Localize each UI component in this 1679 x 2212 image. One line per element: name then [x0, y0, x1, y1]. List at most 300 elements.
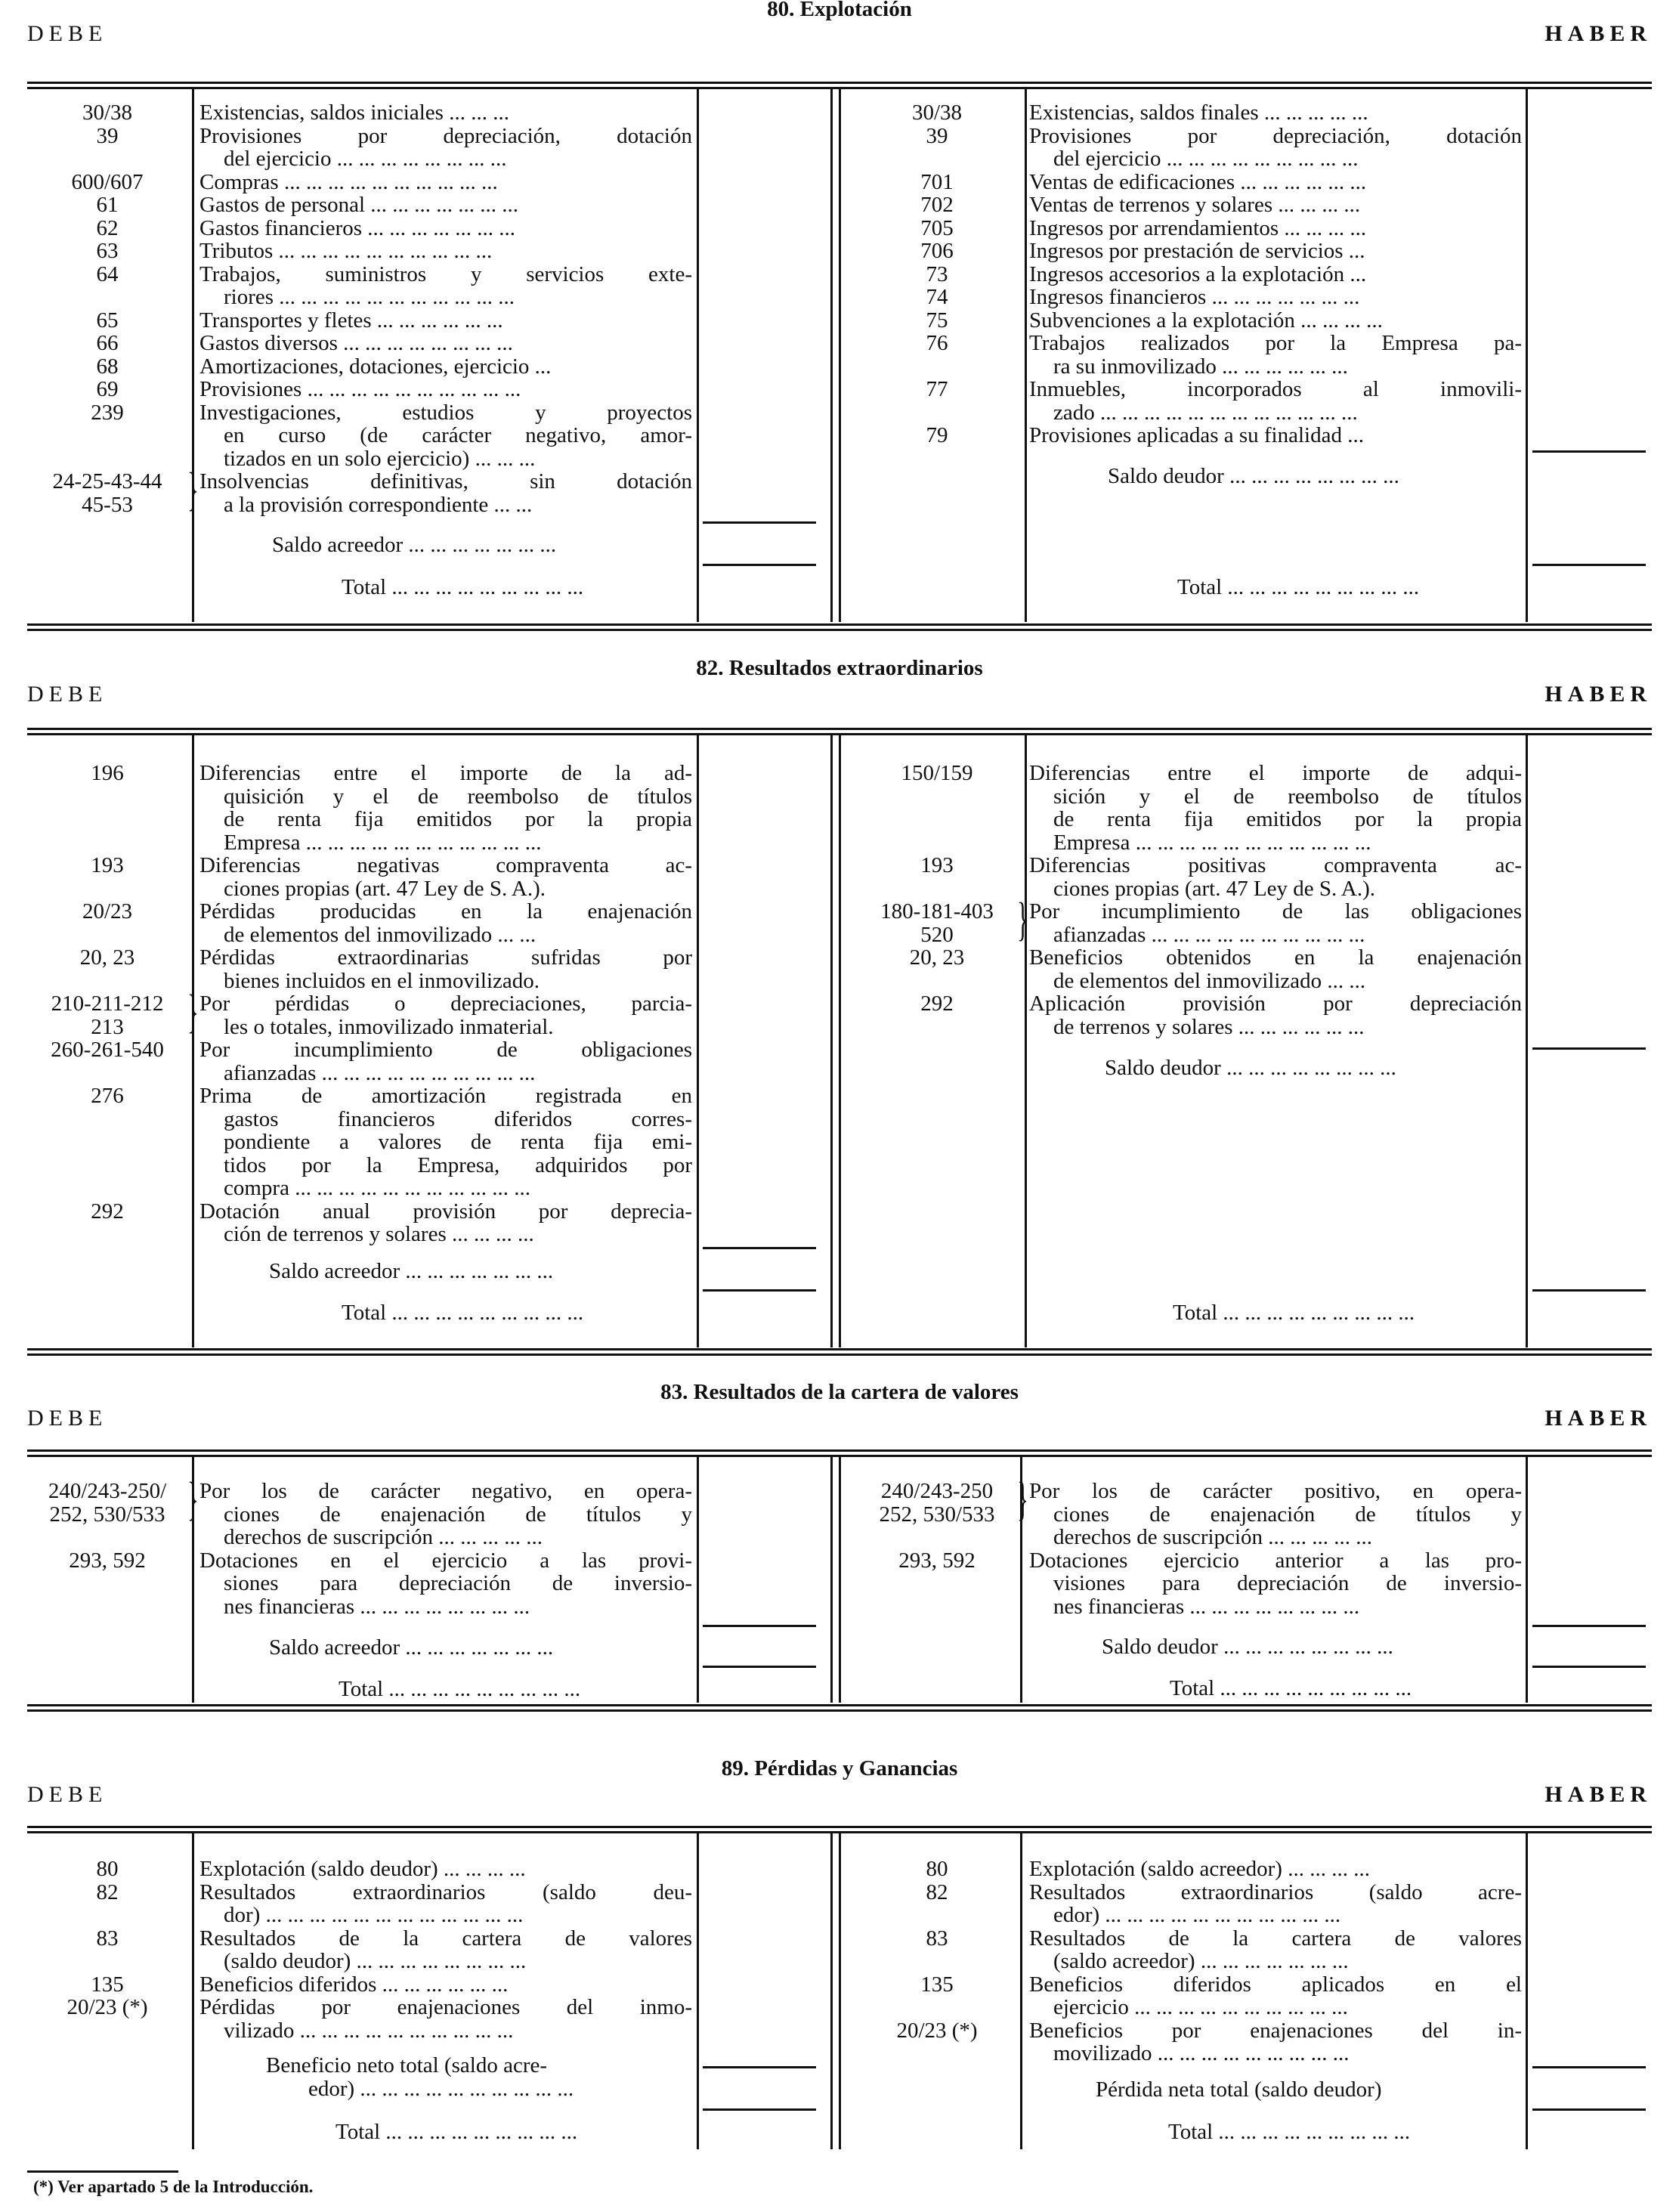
description-line: Empresa ... ... ... ... ... ... ... ... ... ... ...: [1053, 830, 1371, 855]
account-code: 39: [926, 123, 948, 148]
description-line: del ejercicio ... ... ... ... ... ... ... ... ...: [1053, 147, 1359, 171]
account-description: [199, 171, 692, 194]
brace-glyph: }: [187, 1474, 199, 1525]
account-row: [27, 464, 692, 517]
account-description: [1029, 900, 1522, 946]
account-row: [857, 762, 1522, 854]
saldo-line: Saldo deudor ... ... ... ... ... ... ... ...: [1102, 1635, 1393, 1659]
account-row: [857, 125, 1522, 171]
account-code: 292: [91, 1199, 124, 1224]
description-line: Ingresos por arrendamientos ... ... ... ...: [1029, 215, 1367, 240]
description-line: Diferencias entre el importe de adqui-: [1029, 761, 1522, 785]
account-description: [1029, 1973, 1522, 2019]
section-title: 89. Pérdidas y Ganancias: [721, 1756, 958, 1780]
account-description: [199, 1973, 692, 1997]
debe-saldo: [266, 2054, 574, 2101]
account-code: 79: [926, 423, 948, 447]
debe-entries: [27, 1858, 692, 2042]
account-description: [199, 900, 692, 946]
account-description: [199, 946, 692, 992]
description-line: de elementos del inmovilizado ... ...: [224, 922, 536, 947]
account-row: [857, 378, 1522, 424]
account-description: [1029, 854, 1522, 900]
account-code: 66: [96, 331, 119, 355]
saldo-line: Beneficio neto total (saldo acre-: [266, 2053, 548, 2077]
account-code: 260-261-540: [51, 1038, 164, 1062]
description-line: Tributos ... ... ... ... ... ... ... ... ... ...: [199, 239, 493, 263]
debe-total: [335, 2121, 577, 2144]
description-line: pondiente a valores de renta fija emi-: [224, 1130, 692, 1154]
debe-total: [342, 1301, 583, 1325]
debe-label: DEBE: [27, 1406, 108, 1431]
description-line: zado ... ... ... ... ... ... ... ... ... ... ... ...: [1053, 400, 1358, 425]
account-row: [857, 309, 1522, 333]
description-line: de elementos del inmovilizado ... ...: [1053, 968, 1366, 993]
description-line: Dotaciones ejercicio anterior a las pro-: [1029, 1548, 1522, 1573]
description-line: derechos de suscripción ... ... ... ... ...: [1053, 1525, 1373, 1549]
haber-entries: [857, 762, 1522, 1038]
account-row: [857, 193, 1522, 217]
haber-saldo: [1096, 2078, 1382, 2102]
debe-entries: [27, 101, 692, 516]
account-row: [27, 263, 692, 309]
account-code: 65: [96, 308, 119, 333]
account-row: [27, 986, 692, 1039]
account-description: [199, 240, 692, 263]
description-line: vilizado ... ... ... ... ... ... ... ... ... ...: [224, 2018, 514, 2043]
account-description: [1029, 332, 1522, 378]
description-line: visiones para depreciación de inversio-: [1053, 1571, 1522, 1595]
haber-entries: [857, 1474, 1522, 1619]
account-description: [199, 332, 692, 355]
description-line: sición y el de reembolso de títulos: [1053, 784, 1522, 809]
account-code: 705: [920, 215, 954, 240]
account-description: [1029, 171, 1522, 194]
top-rule: [27, 82, 1652, 89]
account-description: [1029, 309, 1522, 333]
account-description: [1029, 1881, 1522, 1927]
description-line: derechos de suscripción ... ... ... ... ...: [224, 1525, 543, 1549]
description-line: Dotación anual provisión por deprecia-: [199, 1199, 692, 1224]
saldo-line: edor) ... ... ... ... ... ... ... ... ... ...: [308, 2077, 574, 2101]
account-row: [857, 424, 1522, 447]
description-line: Explotación (saldo deudor) ... ... ... ...: [199, 1857, 526, 1881]
account-code: 193: [920, 853, 954, 877]
account-description: [1029, 762, 1522, 854]
top-rule: [27, 1826, 1652, 1833]
saldo-line: Saldo acreedor ... ... ... ... ... ... ...: [272, 533, 557, 557]
account-row: [857, 946, 1522, 992]
description-line: Ventas de terrenos y solares ... ... ... ...: [1029, 193, 1361, 217]
haber-label: HABER: [1544, 21, 1652, 46]
account-row: [27, 1973, 692, 1997]
account-description: [199, 193, 692, 217]
section-title: 80. Explotación: [767, 0, 912, 21]
account-row: [857, 1474, 1522, 1549]
account-code: 82: [926, 1879, 948, 1904]
description-line: Diferencias entre el importe de la ad-: [199, 761, 692, 785]
description-line: Por pérdidas o depreciaciones, parcia-: [199, 992, 692, 1016]
account-row: [27, 101, 692, 125]
description-line: Beneficios por enajenaciones del in-: [1029, 2018, 1522, 2043]
account-code: 39: [96, 123, 119, 148]
account-description: [1029, 1480, 1522, 1549]
description-line: Ingresos financieros ... ... ... ... ... ... ...: [1029, 285, 1360, 309]
account-code: 292: [920, 992, 954, 1016]
haber-label: HABER: [1544, 1406, 1652, 1431]
description-line: Empresa ... ... ... ... ... ... ... ... ... ... ...: [224, 830, 542, 855]
haber-total: [1168, 2121, 1410, 2144]
account-code: 20, 23: [79, 945, 135, 970]
account-description: [199, 854, 692, 900]
account-code: 702: [920, 193, 954, 217]
account-code: 276: [91, 1084, 124, 1108]
haber-saldo: [1108, 465, 1399, 488]
account-code: 20/23: [82, 899, 133, 923]
haber-total: [1177, 576, 1419, 599]
debe-total: [342, 576, 583, 599]
saldo-line: Saldo deudor ... ... ... ... ... ... ... ...: [1105, 1056, 1396, 1080]
account-description: [199, 1038, 692, 1084]
account-row: [857, 171, 1522, 194]
account-row: [27, 332, 692, 355]
description-line: tizados en un solo ejercicio) ... ... ...: [224, 446, 536, 471]
description-line: Pérdidas extraordinarias sufridas por: [199, 945, 692, 970]
account-row: [27, 193, 692, 217]
account-row: [27, 762, 692, 854]
account-code: 20/23 (*): [896, 2018, 978, 2043]
debe-total: [339, 1678, 580, 1701]
account-row: [27, 355, 692, 379]
section-title: 83. Resultados de la cartera de valores: [660, 1380, 1019, 1404]
account-description: [199, 125, 692, 171]
description-line: Gastos de personal ... ... ... ... ... ... ...: [199, 193, 519, 217]
account-code: 30/38: [911, 101, 963, 125]
description-line: quisición y el de reembolso de títulos: [224, 784, 692, 809]
account-description: [199, 1480, 692, 1549]
description-line: les o totales, inmovilizado inmaterial.: [224, 1014, 554, 1039]
saldo-line: Pérdida neta total (saldo deudor): [1096, 2077, 1382, 2102]
account-description: [199, 1084, 692, 1200]
debe-label: DEBE: [27, 1782, 108, 1807]
description-line: Diferencias positivas compraventa ac-: [1029, 853, 1522, 877]
bottom-rule: [27, 1348, 1652, 1356]
account-row: [27, 1474, 692, 1549]
description-line: ra su inmovilizado ... ... ... ... ... ...: [1053, 354, 1348, 379]
account-row: [27, 946, 692, 992]
description-line: ción de terrenos y solares ... ... ... ...: [224, 1222, 534, 1246]
account-row: [27, 1084, 692, 1200]
description-line: Ingresos accesorios a la explotación ...: [1029, 261, 1367, 286]
account-row: [857, 1973, 1522, 2019]
account-row: [27, 378, 692, 401]
description-line: Beneficios diferidos ... ... ... ... ... ...: [199, 1972, 509, 1997]
description-line: Ventas de edificaciones ... ... ... ... ... ...: [1029, 169, 1367, 194]
debe-saldo: [272, 534, 556, 557]
haber-label: HABER: [1544, 682, 1652, 707]
description-line: Inmuebles, incorporados al inmovili-: [1029, 377, 1522, 401]
debe-label: DEBE: [27, 21, 108, 46]
account-row: [857, 286, 1522, 309]
account-code: 62: [96, 215, 119, 240]
total-line: Total ... ... ... ... ... ... ... ... ...: [339, 1677, 581, 1701]
saldo-line: Saldo acreedor ... ... ... ... ... ... ...: [269, 1259, 554, 1283]
description-line: Amortizaciones, dotaciones, ejercicio ...: [199, 354, 552, 379]
footnote-rule: [27, 2170, 178, 2173]
account-code: 180-181-403 520: [880, 899, 994, 947]
account-row: [27, 125, 692, 171]
bottom-rule: [27, 1704, 1652, 1712]
account-code: 73: [926, 261, 948, 286]
account-row: [27, 1200, 692, 1246]
account-description: [1029, 1858, 1522, 1881]
description-line: nes financieras ... ... ... ... ... ... ... ...: [224, 1594, 530, 1619]
section-title: 82. Resultados extraordinarios: [696, 656, 983, 680]
haber-entries: [857, 101, 1522, 447]
account-description: [199, 378, 692, 401]
account-description: [199, 762, 692, 854]
account-description: [1029, 378, 1522, 424]
account-code: 75: [926, 308, 948, 333]
haber-total: [1173, 1301, 1415, 1325]
account-code: 240/243-250 252, 530/533: [879, 1479, 995, 1527]
account-row: [857, 894, 1522, 947]
account-code: 20/23 (*): [66, 1995, 148, 2019]
description-line: Resultados extraordinarios (saldo acre-: [1029, 1879, 1522, 1904]
account-row: [857, 1858, 1522, 1881]
description-line: (saldo acreedor) ... ... ... ... ... ... ...: [1053, 1949, 1349, 1973]
account-code: 193: [91, 853, 124, 877]
account-row: [857, 217, 1522, 240]
account-description: [1029, 1549, 1522, 1619]
account-description: [1029, 992, 1522, 1038]
description-line: Pérdidas producidas en la enajenación: [199, 899, 692, 923]
account-row: [857, 101, 1522, 125]
debe-saldo: [269, 1260, 553, 1283]
account-row: [27, 171, 692, 194]
description-line: Investigaciones, estudios y proyectos: [199, 400, 692, 425]
account-row: [27, 309, 692, 333]
description-line: Por los de carácter positivo, en opera-: [1029, 1479, 1522, 1503]
account-description: [1029, 125, 1522, 171]
total-line: Total ... ... ... ... ... ... ... ... ...: [1173, 1301, 1415, 1325]
description-line: Insolvencias definitivas, sin dotación: [199, 469, 692, 493]
description-line: Prima de amortización registrada en: [199, 1084, 692, 1108]
account-code: 76: [926, 331, 948, 355]
account-row: [27, 854, 692, 900]
account-row: [27, 900, 692, 946]
description-line: ciones propias (art. 47 Ley de S. A.).: [1053, 876, 1376, 901]
account-row: [857, 332, 1522, 378]
account-code: 196: [91, 761, 124, 785]
account-description: [1029, 946, 1522, 992]
total-line: Total ... ... ... ... ... ... ... ... ...: [1168, 2120, 1411, 2144]
description-line: en curso (de carácter negativo, amor-: [224, 423, 692, 447]
account-code: 701: [920, 169, 954, 194]
account-row: [857, 240, 1522, 263]
description-line: nes financieras ... ... ... ... ... ... ... ...: [1053, 1594, 1360, 1619]
description-line: de terrenos y solares ... ... ... ... ... ...: [1053, 1014, 1365, 1039]
account-code: 293, 592: [69, 1548, 146, 1573]
description-line: Provisiones por depreciación, dotación: [1029, 123, 1522, 148]
description-line: siones para depreciación de inversio-: [224, 1571, 692, 1595]
description-line: Por los de carácter negativo, en opera-: [199, 1479, 692, 1503]
account-code: 83: [96, 1926, 119, 1951]
account-row: [27, 401, 692, 471]
account-description: [199, 1549, 692, 1619]
description-line: Subvenciones a la explotación ... ... ... ...: [1029, 308, 1383, 333]
description-line: gastos financieros diferidos corres-: [224, 1106, 692, 1131]
description-line: Gastos diversos ... ... ... ... ... ... ... ...: [199, 331, 513, 355]
account-code: 293, 592: [898, 1548, 976, 1573]
description-line: Trabajos realizados por la Empresa pa-: [1029, 331, 1522, 355]
total-line: Total ... ... ... ... ... ... ... ... ...: [342, 1301, 584, 1325]
account-code: 30/38: [82, 101, 133, 125]
account-description: [199, 401, 692, 471]
description-line: Existencias, saldos finales ... ... ... ... ...: [1029, 101, 1368, 125]
description-line: movilizado ... ... ... ... ... ... ... ... ...: [1053, 2041, 1350, 2065]
description-line: Diferencias negativas compraventa ac-: [199, 853, 692, 877]
account-description: [1029, 217, 1522, 240]
description-line: Resultados de la cartera de valores: [199, 1926, 692, 1951]
haber-label: HABER: [1544, 1782, 1652, 1807]
total-line: Total ... ... ... ... ... ... ... ... ...: [335, 2120, 578, 2144]
description-line: edor) ... ... ... ... ... ... ... ... ... ... ...: [1053, 1903, 1341, 1927]
description-line: Explotación (saldo acreedor) ... ... ... ...: [1029, 1857, 1370, 1881]
description-line: tidos por la Empresa, adquiridos por: [224, 1152, 692, 1177]
description-line: Aplicación provisión por depreciación: [1029, 992, 1522, 1016]
description-line: Por incumplimiento de obligaciones: [199, 1038, 692, 1062]
account-code: 150/159: [901, 761, 973, 785]
description-line: Ingresos por prestación de servicios ...: [1029, 239, 1365, 263]
total-line: Total ... ... ... ... ... ... ... ... ...: [342, 575, 584, 599]
account-description: [199, 992, 692, 1038]
description-line: Provisiones por depreciación, dotación: [199, 123, 692, 148]
description-line: Dotaciones en el ejercicio a las provi-: [199, 1548, 692, 1573]
top-rule: [27, 1449, 1652, 1457]
account-description: [199, 470, 692, 516]
account-description: [1029, 2019, 1522, 2065]
account-description: [199, 1200, 692, 1246]
account-row: [857, 263, 1522, 286]
account-description: [199, 217, 692, 240]
description-line: Transportes y fletes ... ... ... ... ... ...: [199, 308, 503, 333]
account-row: [857, 992, 1522, 1038]
haber-entries: [857, 1858, 1522, 2065]
account-description: [1029, 286, 1522, 309]
description-line: Gastos financieros ... ... ... ... ... ... ...: [199, 215, 516, 240]
account-row: [857, 1927, 1522, 1973]
total-line: Total ... ... ... ... ... ... ... ... ...: [1177, 575, 1420, 599]
brace-glyph: }: [1017, 1474, 1028, 1525]
footnote: (*) Ver apartado 5 de la Introducción.: [33, 2177, 314, 2196]
account-code: 80: [926, 1857, 948, 1881]
account-code: 64: [96, 261, 119, 286]
haber-saldo: [1105, 1057, 1396, 1080]
description-line: Resultados extraordinarios (saldo deu-: [199, 1879, 692, 1904]
account-code: 706: [920, 239, 954, 263]
account-code: 69: [96, 377, 119, 401]
description-line: ciones de enajenación de títulos y: [1053, 1502, 1522, 1527]
account-row: [27, 240, 692, 263]
account-description: [1029, 240, 1522, 263]
account-description: [1029, 193, 1522, 217]
account-code: 77: [926, 377, 948, 401]
account-code: 63: [96, 239, 119, 263]
description-line: Resultados de la cartera de valores: [1029, 1926, 1522, 1951]
account-description: [199, 1996, 692, 2042]
account-code: 210-211-212 213: [51, 992, 164, 1039]
account-code: 135: [91, 1972, 124, 1997]
account-code: 82: [96, 1879, 119, 1904]
account-code: 83: [926, 1926, 948, 1951]
account-code: 80: [96, 1857, 119, 1881]
description-line: (saldo deudor) ... ... ... ... ... ... ... ...: [224, 1949, 527, 1973]
account-description: [199, 263, 692, 309]
description-line: Compras ... ... ... ... ... ... ... ... ... ...: [199, 169, 498, 194]
description-line: de renta fija emitidos por la propia: [224, 807, 692, 831]
description-line: de renta fija emitidos por la propia: [1053, 807, 1522, 831]
account-code: 135: [920, 1972, 954, 1997]
account-description: [1029, 424, 1522, 447]
brace-glyph: }: [187, 986, 199, 1038]
account-description: [199, 1881, 692, 1927]
description-line: ciones de enajenación de títulos y: [224, 1502, 692, 1527]
total-line: Total ... ... ... ... ... ... ... ... ...: [1170, 1676, 1412, 1700]
account-row: [27, 1927, 692, 1973]
account-description: [1029, 263, 1522, 286]
account-row: [857, 854, 1522, 900]
saldo-line: Saldo acreedor ... ... ... ... ... ... ...: [269, 1635, 554, 1660]
description-line: afianzadas ... ... ... ... ... ... ... ... ... ...: [224, 1060, 536, 1085]
account-description: [199, 101, 692, 125]
top-rule: [27, 728, 1652, 735]
description-line: Trabajos, suministros y servicios exte-: [199, 261, 692, 286]
description-line: Beneficios obtenidos en la enajenación: [1029, 945, 1522, 970]
account-row: [857, 1881, 1522, 1927]
description-line: dor) ... ... ... ... ... ... ... ... ... ... ... ...: [224, 1903, 524, 1927]
account-row: [27, 217, 692, 240]
account-row: [27, 1858, 692, 1881]
description-line: ejercicio ... ... ... ... ... ... ... ... ... ...: [1053, 1995, 1348, 2019]
haber-saldo: [1102, 1635, 1393, 1659]
debe-saldo: [269, 1636, 553, 1660]
description-line: Provisiones aplicadas a su finalidad ...: [1029, 423, 1364, 447]
account-code: 68: [96, 354, 119, 379]
account-description: [199, 1858, 692, 1881]
description-line: Beneficios diferidos aplicados en el: [1029, 1972, 1522, 1997]
description-line: bienes incluidos en el inmovilizado.: [224, 968, 540, 993]
account-description: [199, 355, 692, 379]
bottom-rule: [27, 623, 1652, 631]
debe-entries: [27, 1474, 692, 1619]
account-code: 24-25-43-44 45-53: [52, 469, 162, 517]
saldo-line: Saldo deudor ... ... ... ... ... ... ... ...: [1108, 464, 1399, 488]
account-code: 61: [96, 193, 119, 217]
account-code: 600/607: [71, 169, 144, 194]
account-row: [27, 1038, 692, 1084]
debe-entries: [27, 762, 692, 1246]
description-line: compra ... ... ... ... ... ... ... ... ... ... ...: [224, 1176, 530, 1200]
account-row: [27, 1996, 692, 2042]
debe-label: DEBE: [27, 682, 108, 707]
description-line: del ejercicio ... ... ... ... ... ... ... ...: [224, 147, 507, 171]
description-line: afianzadas ... ... ... ... ... ... ... ... ... ...: [1053, 922, 1365, 947]
account-row: [857, 2019, 1522, 2065]
description-line: Por incumplimiento de las obligaciones: [1029, 899, 1522, 923]
description-line: Provisiones ... ... ... ... ... ... ... ... ... ...: [199, 377, 521, 401]
haber-total: [1170, 1677, 1412, 1700]
